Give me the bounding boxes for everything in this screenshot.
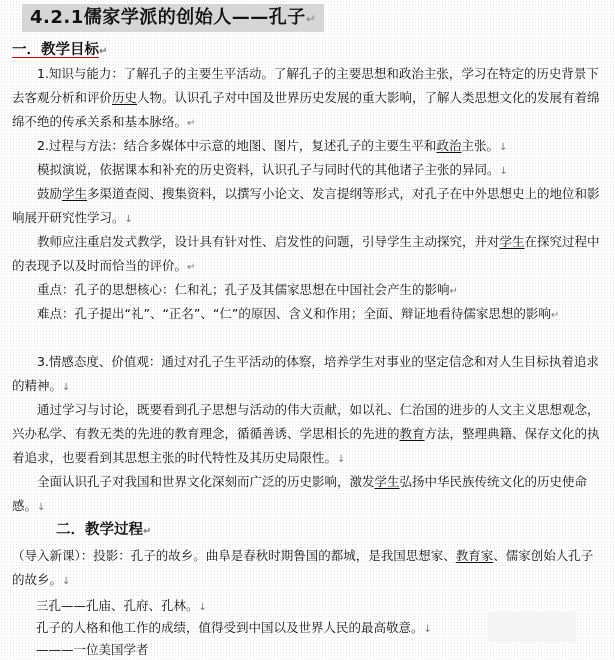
paragraph-teacher: 教师应注重启发式教学，设计具有针对性、启发性的问题，引导学生主动探究，并对学生在探究过程中的表现予以及时而恰当的评价。↵	[12, 234, 600, 273]
heading-text: 一．教学目标	[12, 42, 99, 58]
underlined-word: 教育	[399, 426, 425, 441]
section-heading-process: 二．教学过程↵	[56, 522, 152, 538]
underlined-word: 政治	[436, 138, 462, 153]
text-run: 全面认识孔子对我国和世界文化深刻而广泛的历史影响，激发	[37, 474, 375, 489]
text-run: 在探究过程中的表现予以及时而恰当的评价。	[12, 234, 600, 273]
paragraph-three-kong: 三孔——孔庙、孔府、孔林。↓	[36, 598, 207, 613]
text-run: 主张。	[461, 138, 499, 153]
text-run: 通过学习与讨论，既要看到孔子思想与活动的伟大贡献，如以礼、仁治国的进步的人文主义思想观念，兴办私学、有教无类的先进的教育理念，循循善诱、学思相长的先进的	[12, 402, 600, 441]
paragraph-encourage: 鼓励学生多渠道查阅、搜集资料，以撰写小论文、发言提纲等形式，对孔子在中外思想史上的地位和影响展开研究性学习。↓	[12, 186, 600, 225]
underlined-word: 学生	[374, 474, 400, 489]
document-title	[22, 4, 324, 32]
text-run: 重点：孔子的思想核心：仁和礼；孔子及其儒家思想在中国社会产生的影响	[37, 282, 450, 297]
selection-highlight	[488, 612, 576, 642]
text-run: 3.情感态度、价值观：通过对孔子生平活动的体察，培养学生对事业的坚定信念和对人生目标执着追求的精神。	[12, 354, 599, 393]
text-run: 、儒家创始人孔子的故乡。	[12, 548, 594, 587]
text-run: 2.过程与方法：结合多媒体中示意的地图、图片，复述孔子的主要生平和	[37, 138, 437, 153]
paragraph-simulation: 模拟演说，依据课本和补充的历史资料，认识孔子与同时代的其他诸子主张的异同。↓	[37, 162, 508, 177]
text-run: ———一位美国学者	[36, 642, 149, 657]
text-run: 难点：孔子提出“礼”、“正名”、“仁”的原因、含义和作用；全面、辩证地看待儒家思想的影响	[37, 306, 551, 321]
paragraph-key-points: 重点：孔子的思想核心：仁和礼；孔子及其儒家思想在中国社会产生的影响↵	[37, 282, 458, 297]
text-run: 三孔——孔庙、孔府、孔林。	[36, 598, 199, 613]
underlined-word: 教育家	[455, 548, 494, 563]
text-run: （导入新课）：投影：孔子的故乡。曲阜是春秋时期鲁国的都城，是我国思想家、	[12, 548, 456, 563]
paragraph-influence: 全面认识孔子对我国和世界文化深刻而广泛的历史影响，激发学生弘扬中华民族传统文化的历史使命感。↓	[12, 474, 588, 513]
text-run: 孔子的人格和他工作的成绩，值得受到中国以及世界人民的最高敬意。	[36, 620, 424, 635]
underlined-word: 历史	[112, 90, 138, 105]
paragraph-discussion: 通过学习与讨论，既要看到孔子思想与活动的伟大贡献，如以礼、仁治国的进步的人文主义思想观念，兴办私学、有教无类的先进的教育理念，循循善诱、学思相长的先进的教育方法，整理典籍、保存文化的执着追求，也要看到其思想主张的时代特性及其历史局限性。↓	[12, 402, 600, 465]
text-run: 1.知识与能力：了解孔子的主要生平活动。了解孔子的主要思想和政治主张，学习在特定的历史背景下去客观分析和评价	[12, 66, 599, 105]
underlined-word: 学生	[499, 234, 525, 249]
text-run: 弘扬中华民族传统文化的历史使命感。	[12, 474, 588, 513]
paragraph-knowledge: 1.知识与能力：了解孔子的主要生平活动。了解孔子的主要思想和政治主张，学习在特定的历史背景下去客观分析和评价历史人物。认识孔子对中国及世界历史发展的重大影响，了解人类思想文化的发展有着绵绵不绝的传承关系和基本脉络。↵	[12, 66, 600, 129]
paragraph-values: 3.情感态度、价值观：通过对孔子生平活动的体察，培养学生对事业的坚定信念和对人生目标执着追求的精神。↓	[12, 354, 599, 393]
section-heading-goals: 一．教学目标↵	[12, 42, 108, 58]
paragraph-quote: 孔子的人格和他工作的成绩，值得受到中国以及世界人民的最高敬意。↓	[36, 620, 432, 635]
paragraph-mark-icon: ↵	[305, 12, 317, 26]
text-run: 人物。认识孔子对中国及世界历史发展的重大影响，了解人类思想文化的发展有着绵绵不绝的传承关系和基本脉络。	[12, 90, 600, 129]
text-run: 教师应注重启发式教学，设计具有针对性、启发性的问题，引导学生主动探究，并对	[37, 234, 500, 249]
text-run: 鼓励	[37, 186, 63, 201]
underlined-word: 学生	[62, 186, 88, 201]
title-text: 4.2.1儒家学派的创始人——孔子	[30, 7, 306, 28]
paragraph-difficulties: 难点：孔子提出“礼”、“正名”、“仁”的原因、含义和作用；全面、辩证地看待儒家思想的影响↵	[37, 306, 560, 321]
text-run: 方法，整理典籍、保存文化的执着追求，也要看到其思想主张的时代特性及其历史局限性。	[12, 426, 600, 465]
heading-text: 二．教学过程	[56, 522, 143, 538]
text-run: 模拟演说，依据课本和补充的历史资料，认识孔子与同时代的其他诸子主张的异同。	[37, 162, 500, 177]
paragraph-quote-author	[36, 640, 149, 660]
paragraph-process: 2.过程与方法：结合多媒体中示意的地图、图片，复述孔子的主要生平和政治主张。↓	[37, 138, 508, 153]
text-run: 多渠道查阅、搜集资料，以撰写小论文、发言提纲等形式，对孔子在中外思想史上的地位和影响展开研究性学习。	[12, 186, 600, 225]
paragraph-intro: （导入新课）：投影：孔子的故乡。曲阜是春秋时期鲁国的都城，是我国思想家、教育家、儒家创始人孔子的故乡。↓	[12, 548, 594, 587]
